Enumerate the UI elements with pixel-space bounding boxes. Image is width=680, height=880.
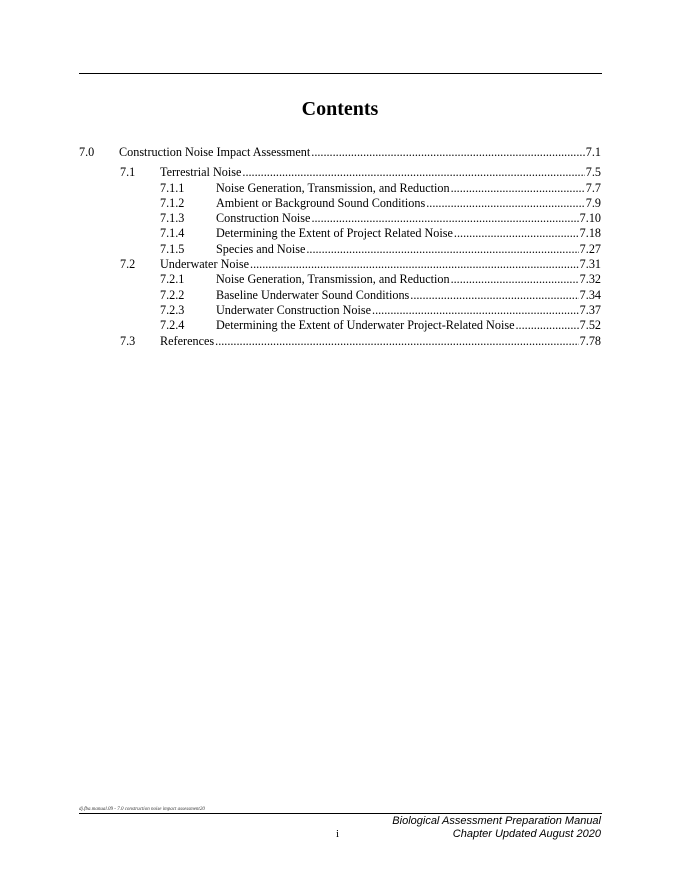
toc-entry-page: 7.34 [579,287,601,302]
toc-entry-title: Noise Generation, Transmission, and Reduction [216,272,450,287]
table-of-contents [79,145,601,349]
toc-entry-number: 7.2.1 [160,272,185,287]
toc-dot-leader [451,272,579,287]
toc-entry[interactable] [79,318,601,333]
toc-entry-number: 7.1.2 [160,195,185,210]
toc-entry-page: 7.32 [579,272,601,287]
toc-dot-leader [454,226,579,241]
toc-entry-number: 7.2.4 [160,318,185,333]
header-rule [79,73,602,74]
toc-dot-leader [250,257,579,272]
toc-entry-page: 7.7 [585,180,601,195]
footer-updated-date: Chapter Updated August 2020 [452,828,601,840]
toc-entry[interactable] [79,196,601,211]
toc-dot-leader [306,242,578,257]
toc-entry[interactable] [79,165,601,180]
toc-dot-leader [451,181,585,196]
toc-entry-page: 7.27 [579,241,601,256]
toc-dot-leader [311,211,578,226]
footer-manual-title: Biological Assessment Preparation Manual [392,815,601,827]
toc-entry[interactable] [79,226,601,241]
toc-entry[interactable] [79,257,601,272]
toc-entry-title: Underwater Construction Noise [216,302,372,317]
toc-entry-number: 7.1.5 [160,241,185,256]
toc-entry-title: Species and Noise [216,241,306,256]
toc-dot-leader [426,196,585,211]
toc-entry-number: 7.2.3 [160,302,185,317]
toc-entry-page: 7.37 [579,302,601,317]
toc-entry-number: 7.1.3 [160,211,185,226]
toc-entry-page: 7.18 [579,226,601,241]
toc-entry-number: 7.2.2 [160,287,185,302]
toc-entry-number: 7.1.1 [160,180,185,195]
toc-entry-title: Determining the Extent of Project Related Noise [216,226,453,241]
toc-entry-number: 7.0 [79,145,95,159]
toc-entry[interactable] [79,242,601,257]
toc-entry-number: 7.3 [120,333,136,348]
toc-entry-page: 7.9 [585,195,601,210]
footer-page-number: i [336,828,340,840]
toc-entry[interactable] [79,303,601,318]
toc-dot-leader [372,303,579,318]
toc-entry-page: 7.78 [579,333,601,348]
toc-entry-number: 7.2 [120,257,136,272]
toc-entry-title: Noise Generation, Transmission, and Reduction [216,180,450,195]
page-title: Contents [301,98,379,120]
toc-dot-leader [410,288,578,303]
toc-entry-number: 7.1 [120,165,136,180]
toc-entry[interactable] [79,211,601,226]
toc-dot-leader [242,165,584,180]
toc-entry-title: Underwater Noise [160,257,250,272]
toc-entry-title: References [160,333,215,348]
toc-entry-title: Ambient or Background Sound Conditions [216,195,426,210]
toc-entry-page: 7.5 [585,165,601,180]
toc-dot-leader [516,318,579,333]
toc-dot-leader [311,145,585,160]
toc-entry-page: 7.52 [579,318,601,333]
toc-entry-number: 7.1.4 [160,226,185,241]
footer-rule [79,813,602,814]
toc-entry-page: 7.1 [585,145,601,159]
toc-entry-page: 7.10 [579,211,601,226]
toc-entry[interactable] [79,334,601,349]
toc-entry-page: 7.31 [579,257,601,272]
toc-entry[interactable] [79,272,601,287]
toc-entry-title: Determining the Extent of Underwater Project-Related Noise [216,318,515,333]
toc-entry[interactable] [79,181,601,196]
toc-entry-title: Terrestrial Noise [160,165,242,180]
toc-entry-title: Construction Noise Impact Assessment [119,145,311,159]
toc-dot-leader [215,334,579,349]
toc-entry[interactable] [79,288,601,303]
toc-entry[interactable] [79,145,601,160]
footer-filename: dj.fba.manual.09 - 7.0 construction noise impact assessment20 [79,807,205,812]
toc-entry-title: Construction Noise [216,211,311,226]
toc-entry-title: Baseline Underwater Sound Conditions [216,287,410,302]
